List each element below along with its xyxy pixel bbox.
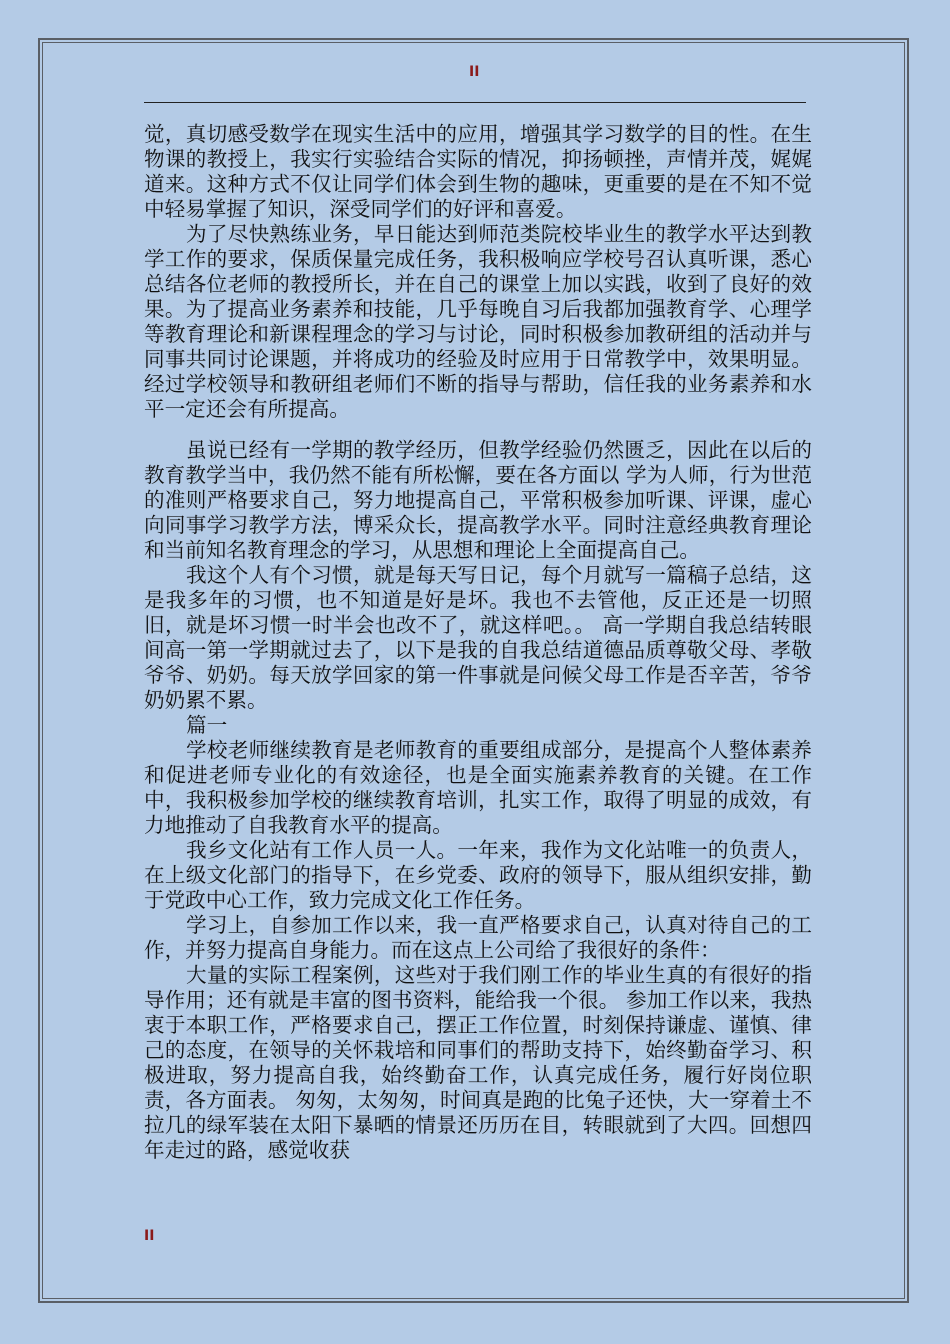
- footer-mark: II: [144, 1228, 155, 1244]
- header-mark: II: [469, 64, 480, 80]
- paragraph-8: 大量的实际工程案例，这些对于我们刚工作的毕业生真的有很好的指导作用；还有就是丰富的图书资料，能给我一个很。 参加工作以来，我热衷于本职工作，严格要求自己，摆正工作位置，时刻保持谦虚、谨慎、律己的态度，在领导的关怀栽培和同事们的帮助支持下，始终勤奋学习、积极进取，努力提高自我，始终勤奋工作，认真完成任务，履行好岗位职责，各方面表。 匆匆，太匆匆，时间真是跑的比兔子还快，大一穿着土不拉几的绿军装在太阳下暴晒的情景还历历在目，转眼就到了大四。回想四年走过的路，感觉收获: [144, 963, 812, 1162]
- header-rule: [144, 102, 806, 103]
- paragraph-1: 觉，真切感受数学在现实生活中的应用，增强其学习数学的目的性。在生物课的教授上，我实行实验结合实际的情况，抑扬顿挫，声情并茂，娓娓道来。这种方式不仅让同学们体会到生物的趣味，更重要的是在不知不觉中轻易掌握了知识，深受同学们的好评和喜爱。: [144, 122, 812, 221]
- paragraph-5: 学校老师继续教育是老师教育的重要组成部分，是提高个人整体素养和促进老师专业化的有效途径，也是全面实施素养教育的关键。在工作中，我积极参加学校的继续教育培训，扎实工作，取得了明显的成效，有力地推动了自我教育水平的提高。: [144, 738, 812, 837]
- section-heading: 篇一: [186, 713, 228, 737]
- paragraph-gap: [144, 422, 812, 438]
- paragraph-3: 虽说已经有一学期的教学经历，但教学经验仍然匮乏，因此在以后的教育教学当中，我仍然不能有所松懈，要在各方面以 学为人师，行为世范 的准则严格要求自己，努力地提高自己，平常积极参加听课、评课，虚心向同事学习教学方法，博采众长，提高教学水平。同时注意经典教育理论和当前知名教育理念的学习，从思想和理论上全面提高自己。: [144, 438, 812, 562]
- paragraph-7: 学习上，自参加工作以来，我一直严格要求自己，认真对待自己的工作，并努力提高自身能力。而在这点上公司给了我很好的条件：: [144, 913, 812, 962]
- document-body: [144, 122, 812, 1163]
- paragraph-2: 为了尽快熟练业务，早日能达到师范类院校毕业生的教学水平达到教学工作的要求，保质保量完成任务，我积极响应学校号召认真听课，悉心总结各位老师的教授所长，并在自己的课堂上加以实践，收到了良好的效果。为了提高业务素养和技能，几乎每晚自习后我都加强教育学、心理学等教育理论和新课程理念的学习与讨论，同时积极参加教研组的活动并与同事共同讨论课题，并将成功的经验及时应用于日常教学中，效果明显。经过学校领导和教研组老师们不断的指导与帮助，信任我的业务素养和水平一定还会有所提高。: [144, 222, 812, 421]
- paragraph-4: 我这个人有个习惯，就是每天写日记，每个月就写一篇稿子总结，这是我多年的习惯，也不知道是好是坏。我也不去管他，反正还是一切照旧，就是坏习惯一时半会也改不了，就这样吧。。 高一学期自我总结转眼间高一第一学期就过去了，以下是我的自我总结道德品质尊敬父母、孝敬爷爷、奶奶。每天放学回家的第一件事就是问候父母工作是否辛苦，爷爷奶奶累不累。: [144, 563, 812, 712]
- paragraph-6: 我乡文化站有工作人员一人。一年来，我作为文化站唯一的负责人，在上级文化部门的指导下，在乡党委、政府的领导下，服从组织安排，勤于党政中心工作，致力完成文化工作任务。: [144, 838, 812, 912]
